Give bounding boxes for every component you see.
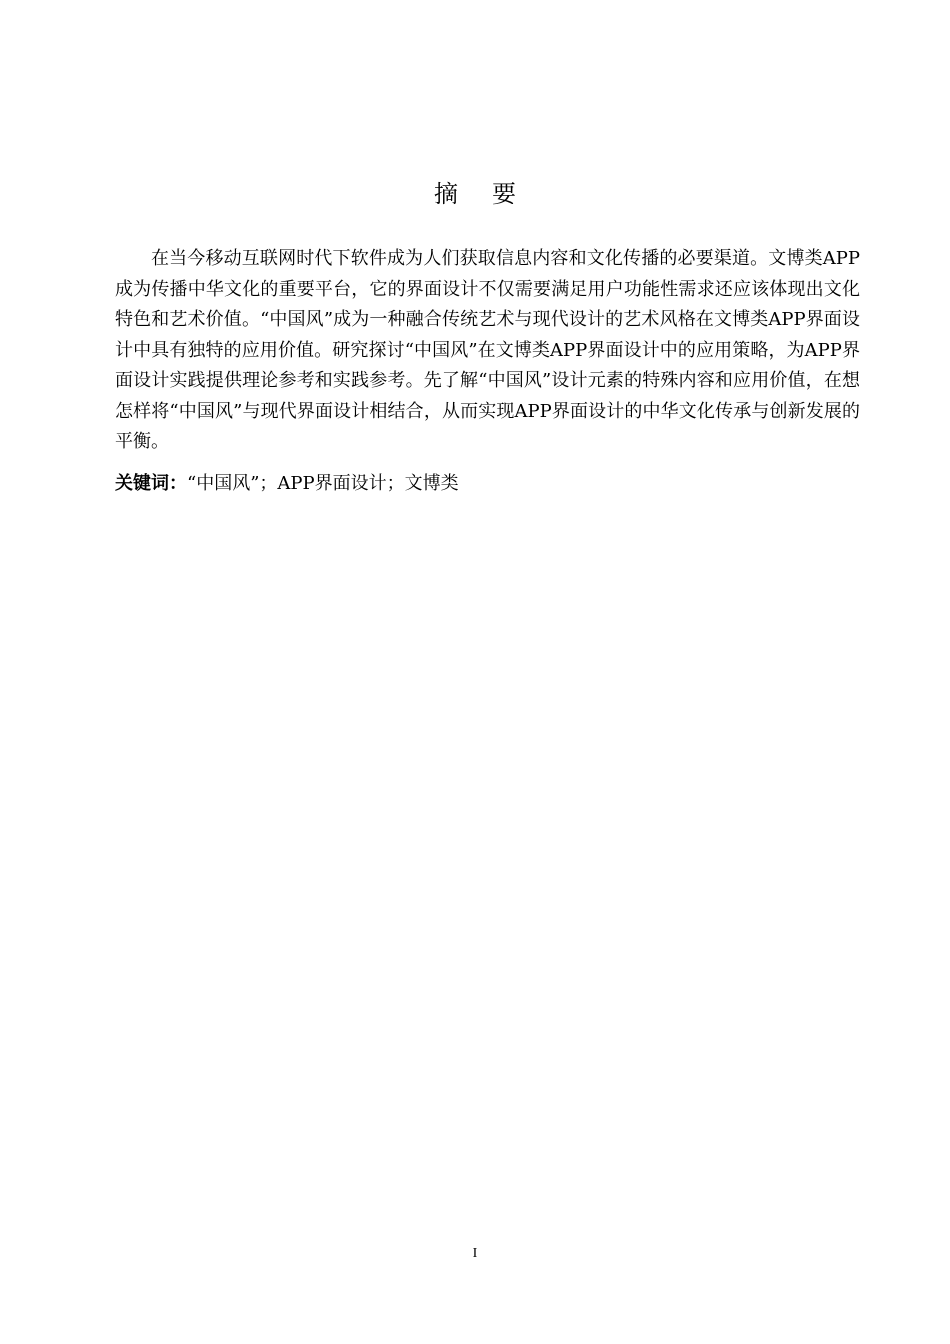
keywords-label: 关键词： [115, 473, 187, 494]
abstract-paragraph: 在当今移动互联网时代下软件成为人们获取信息内容和文化传播的必要渠道。文博类APP成为传播中华文化的重要平台，它的界面设计不仅需要满足用户功能性需求还应该体现出文化特色和艺术价值。“中国风”成为一种融合传统艺术与现代设计的艺术风格在文博类APP界面设计中具有独特的应用价值。研究探讨“中国风”在文博类APP界面设计中的应用策略，为APP界面设计实践提供理论参考和实践参考。先了解“中国风”设计元素的特殊内容和应用价值，在想怎样将“中国风”与现代界面设计相结合，从而实现APP界面设计的中华文化传承与创新发展的平衡。 [115, 248, 860, 452]
keywords-value: “中国风”；APP界面设计；文博类 [187, 473, 459, 494]
page-title: 摘要 [434, 180, 550, 208]
keywords-line [115, 470, 860, 498]
page-number: I [472, 1246, 478, 1261]
